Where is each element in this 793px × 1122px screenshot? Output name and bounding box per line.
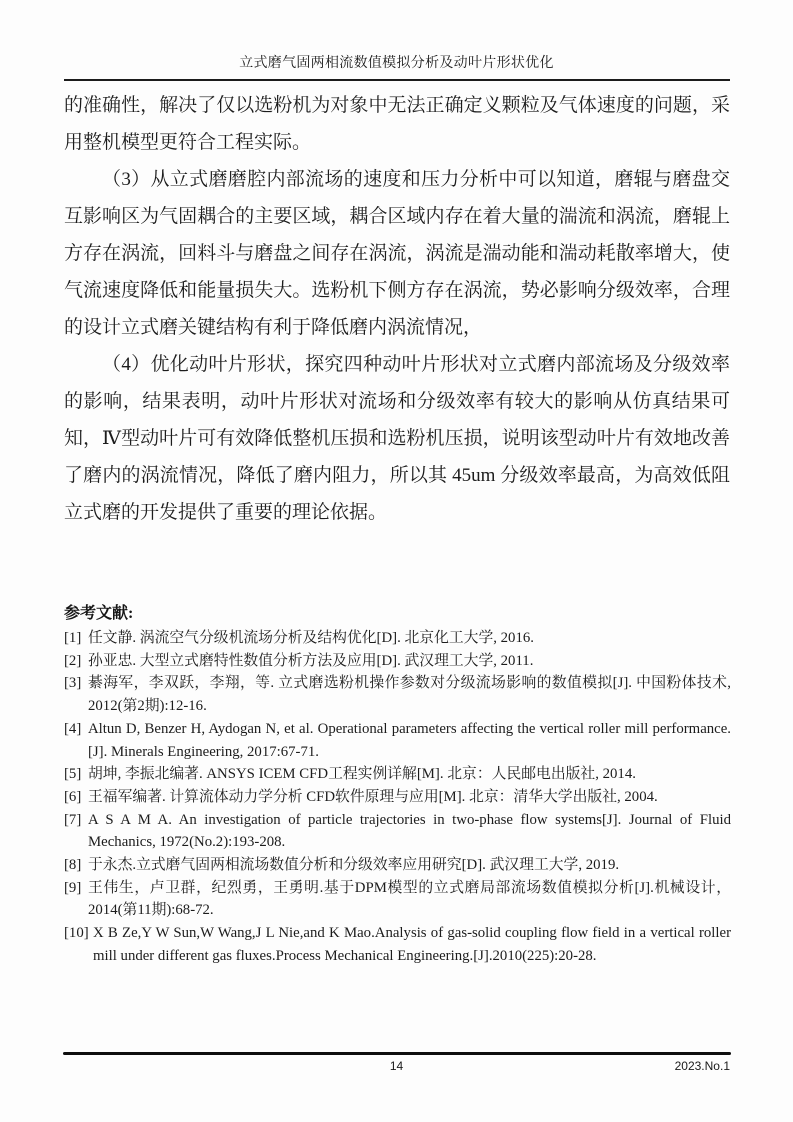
footer-rule [63, 1052, 731, 1055]
reference-text: X B Ze,Y W Sun,W Wang,J L Nie,and K Mao.Analysis of gas-solid coupling flow field in a vertical roller mill under different gas fluxes.Process Mechanical Engineering.[J].2010(225):20-28. [93, 925, 731, 964]
reference-text: 王福军编著. 计算流体动力学分析 CFD软件原理与应用[M]. 北京：清华大学出版社, 2004. [88, 788, 658, 805]
reference-marker: [10] [64, 925, 89, 942]
reference-text: 任文静. 涡流空气分级机流场分析及结构优化[D]. 北京化工大学, 2016. [88, 630, 534, 646]
reference-item [64, 650, 731, 673]
reference-item [64, 786, 731, 809]
paragraph-point-4: （4）优化动叶片形状，探究四种动叶片形状对立式磨内部流场及分级效率的影响，结果表明，动叶片形状对流场和分级效率有较大的影响从仿真结果可知，Ⅳ型动叶片可有效降低整机压损和选粉机压损，说明该型动叶片有效地改善了磨内的涡流情况，降低了磨内阻力，所以其 45um 分级效率最高，为高效低阻立式磨的开发提供了重要的理论依据。 [64, 354, 730, 523]
reference-text: 孙亚忠. 大型立式磨特性数值分析方法及应用[D]. 武汉理工大学, 2011. [88, 652, 534, 669]
reference-marker: [8] [64, 857, 82, 874]
reference-text: 胡坤, 李振北编著. ANSYS ICEM CFD工程实例详解[M]. 北京：人民邮电出版社, 2014. [88, 766, 636, 783]
reference-marker: [2] [64, 652, 82, 669]
reference-item [64, 877, 731, 922]
reference-text: 于永杰.立式磨气固两相流场数值分析和分级效率应用研究[D]. 武汉理工大学, 2019. [88, 857, 620, 874]
reference-text: A S A M A. An investigation of particle trajectories in two-phase flow systems[J]. Journal of Fluid Mechanics, 1972(No.2):193-208. [88, 811, 731, 851]
reference-item [64, 922, 731, 967]
reference-marker: [5] [64, 766, 82, 783]
footer-page-number: 14 [389, 1059, 404, 1073]
reference-item [64, 627, 731, 650]
footer-issue-label: 2023.No.1 [674, 1059, 730, 1073]
reference-item [64, 809, 731, 854]
reference-marker: [1] [64, 630, 82, 646]
paragraph-continuation: 的准确性，解决了仅以选粉机为对象中无法正确定义颗粒及气体速度的问题，采用整机模型更符合工程实际。 [64, 95, 730, 153]
reference-marker: [9] [64, 879, 82, 896]
header-rule [64, 79, 730, 81]
reference-text: Altun D, Benzer H, Aydogan N, et al. Operational parameters affecting the vertical roller mill performance.[J]. Minerals Engineering, 2017:67-71. [88, 720, 731, 760]
reference-item [64, 718, 731, 763]
reference-item [64, 854, 731, 877]
reference-item [64, 763, 731, 786]
paragraph-point-3: （3）从立式磨磨腔内部流场的速度和压力分析中可以知道，磨辊与磨盘交互影响区为气固耦合的主要区域，耦合区域内存在着大量的湍流和涡流，磨辊上方存在涡流，回料斗与磨盘之间存在涡流，涡流是湍动能和湍动耗散率增大，使气流速度降低和能量损失大。选粉机下侧方存在涡流，势必影响分级效率，合理的设计立式磨关键结构有利于降低磨内涡流情况， [64, 169, 730, 338]
reference-marker: [6] [64, 788, 82, 805]
body-text [64, 87, 730, 531]
references-list [64, 627, 731, 968]
reference-item [64, 672, 731, 717]
running-header-title: 立式磨气固两相流数值模拟分析及动叶片形状优化 [239, 56, 554, 71]
reference-marker: [4] [64, 720, 82, 737]
reference-text: 綦海军，李双跃，李翔，等. 立式磨选粉机操作参数对分级流场影响的数值模拟[J]. 中国粉体技术, 2012(第2期):12-16. [88, 675, 731, 715]
references-heading: 参考文献: [64, 605, 134, 622]
reference-marker: [3] [64, 675, 82, 692]
reference-marker: [7] [64, 811, 82, 828]
reference-text: 王伟生，卢卫群，纪烈勇，王勇明.基于DPM模型的立式磨局部流场数值模拟分析[J].机械设计，2014(第11期):68-72. [88, 879, 731, 919]
